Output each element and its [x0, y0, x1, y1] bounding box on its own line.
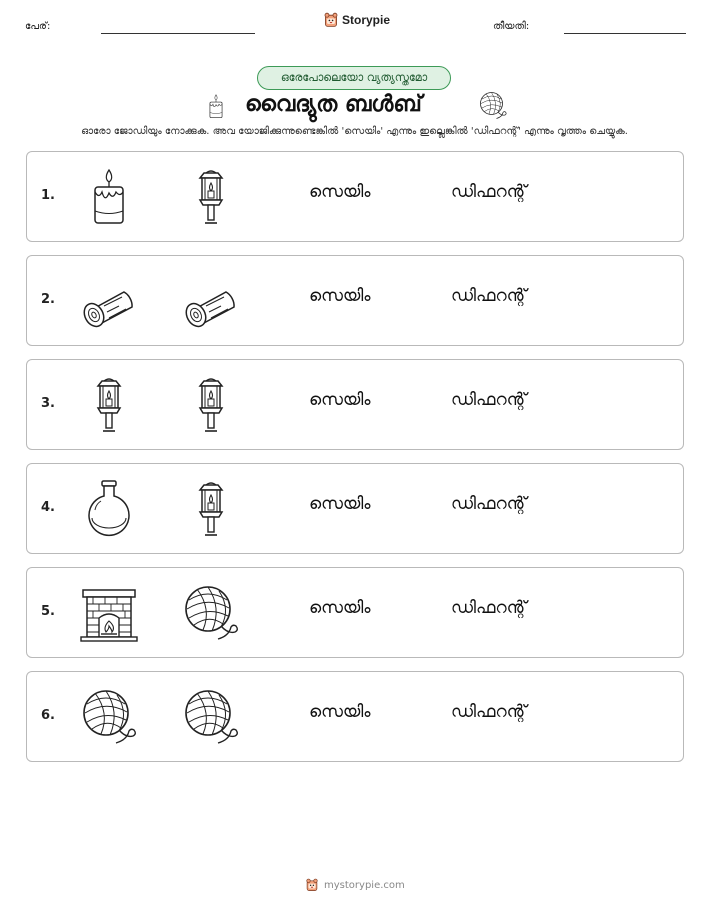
- lantern-icon: [181, 374, 241, 434]
- different-option[interactable]: ഡിഫറന്റ്: [451, 182, 527, 202]
- different-option[interactable]: ഡിഫറന്റ്: [451, 286, 527, 306]
- question-number: 5.: [41, 604, 55, 619]
- page-title: വൈദ്യുത ബൾബ്: [245, 92, 422, 117]
- different-option[interactable]: ഡിഫറന്റ്: [451, 702, 527, 722]
- title-row: [0, 90, 709, 124]
- footer: [305, 878, 405, 892]
- log-icon: [181, 270, 241, 330]
- date-label: തീയതി:: [493, 21, 530, 32]
- question-card: [26, 671, 684, 762]
- name-line[interactable]: [101, 33, 255, 34]
- candle-icon: [79, 166, 139, 226]
- mascot-icon: [305, 878, 319, 892]
- different-option[interactable]: ഡിഫറന്റ്: [451, 494, 527, 514]
- mascot-icon: [323, 12, 339, 28]
- date-line[interactable]: [564, 33, 686, 34]
- question-number: 3.: [41, 396, 55, 411]
- fireplace-icon: [79, 582, 139, 642]
- question-card: [26, 255, 684, 346]
- yarn-ball-icon: [181, 686, 241, 746]
- same-option[interactable]: സെയിം: [309, 390, 371, 410]
- question-card: [26, 151, 684, 242]
- question-number: 4.: [41, 500, 55, 515]
- lantern-icon: [181, 478, 241, 538]
- same-option[interactable]: സെയിം: [309, 494, 371, 514]
- brand-name: Storypie: [342, 13, 391, 27]
- question-number: 2.: [41, 292, 55, 307]
- instructions: ഓരോ ജോഡിയും നോക്കുക. അവ യോജിക്കുന്നുണ്ടെങ്കിൽ 'സെയിം' എന്നും ഇല്ലെങ്കിൽ 'ഡിഫറന്റ്' എന്നും വൃത്തം ചെയ്യുക.: [81, 126, 628, 137]
- candle-icon: [203, 90, 229, 122]
- footer-url: mystorypie.com: [324, 879, 405, 891]
- yarn-ball-icon: [79, 686, 139, 746]
- question-card: [26, 359, 684, 450]
- yarn-ball-icon: [478, 90, 508, 120]
- different-option[interactable]: ഡിഫറന്റ്: [451, 598, 527, 618]
- flask-icon: [79, 478, 139, 538]
- worksheet-header: [0, 12, 709, 42]
- question-number: 1.: [41, 188, 55, 203]
- different-option[interactable]: ഡിഫറന്റ്: [451, 390, 527, 410]
- same-option[interactable]: സെയിം: [309, 182, 371, 202]
- question-card: [26, 567, 684, 658]
- name-label: പേര്:: [25, 21, 51, 32]
- question-card: [26, 463, 684, 554]
- lantern-icon: [181, 166, 241, 226]
- yarn-ball-icon: [181, 582, 241, 642]
- lantern-icon: [79, 374, 139, 434]
- same-option[interactable]: സെയിം: [309, 702, 371, 722]
- worksheet-tag: ഒരേപോലെയോ വ്യത്യസ്തമോ: [257, 66, 451, 90]
- same-option[interactable]: സെയിം: [309, 286, 371, 306]
- brand-logo: [323, 12, 390, 28]
- question-number: 6.: [41, 708, 55, 723]
- log-icon: [79, 270, 139, 330]
- same-option[interactable]: സെയിം: [309, 598, 371, 618]
